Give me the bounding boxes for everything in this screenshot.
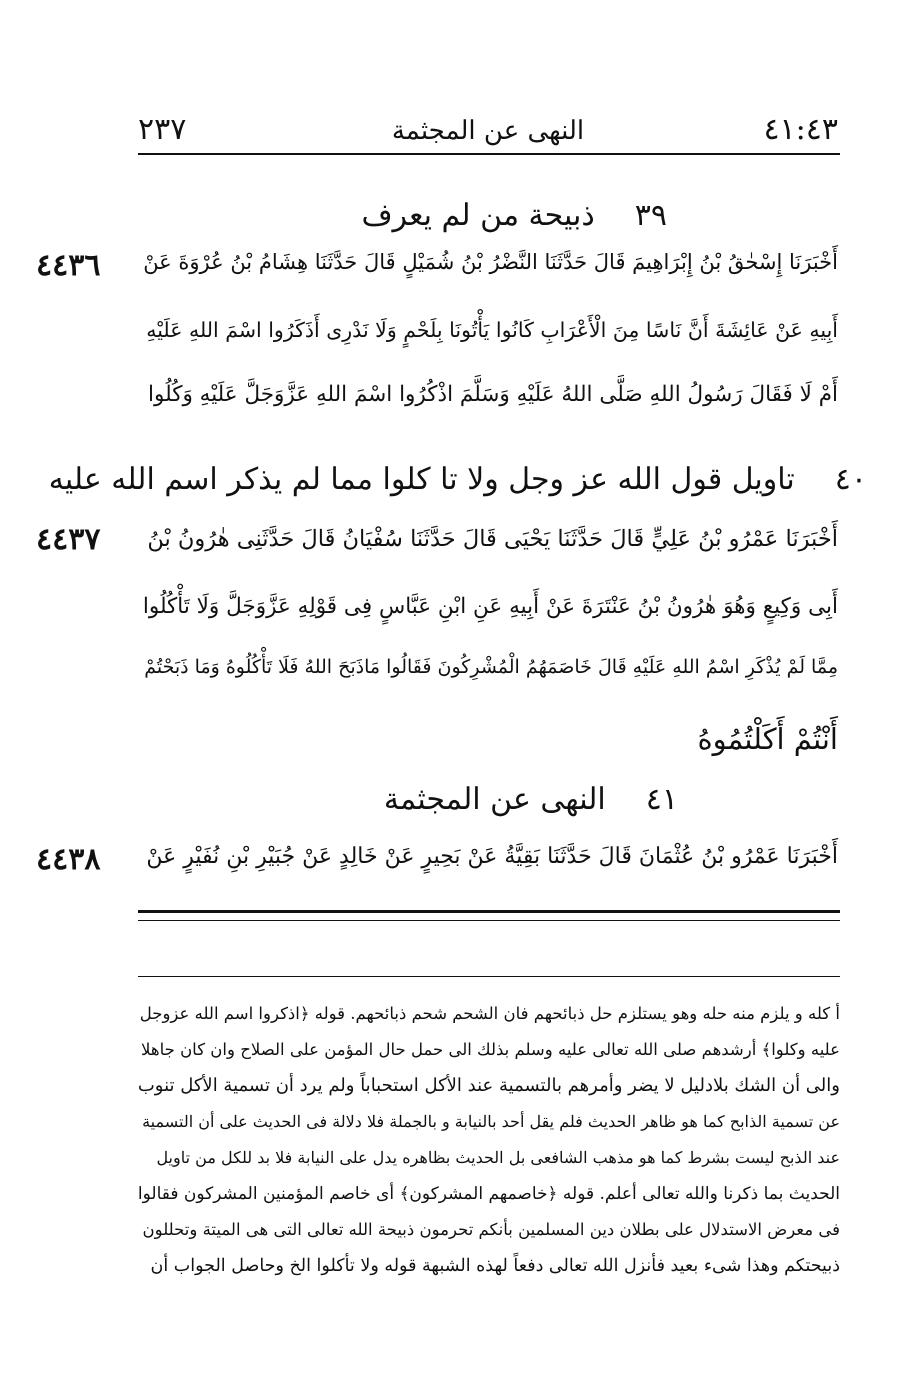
- hadith-text-line: أَخْبَرَنَا عَمْرُو بْنُ عَلِيٍّ قَالَ حَدَّثَنَا يَحْيَى قَالَ حَدَّثَنَا سُفْيَانُ قَالَ حَدَّثَنِى هٰرُونُ بْنُ: [147, 526, 838, 552]
- footnote-line: ذبيحتكم وهذا شىء بعيد فأنزل الله تعالى دفعاً لهذه الشبهة قوله ولا تأكلوا الخ وحاصل الجواب أن: [150, 1256, 840, 1276]
- footnote-line: عليه وكلوا﴾ أرشدهم صلى الله تعالى عليه وسلم بذلك الى حمل حال المؤمن على الصلاح وان كان جاهلا: [141, 1040, 840, 1059]
- hadith-text-line: أَبِى وَكِيعٍ وَهُوَ هٰرُونُ بْنُ عَنْتَرَةَ عَنْ أَبِيهِ عَنِ ابْنِ عَبَّاسٍ فِى قَوْلِهِ عَزَّوَجَلَّ وَلَا تَأْكُلُوا: [142, 594, 838, 619]
- chapter-heading: [384, 782, 678, 817]
- footnote-rule: [138, 976, 840, 977]
- footnote-line: فى معرض الاستدلال على بطلان دين المسلمين بأنكم تحرمون ذبيحة الله تعالى التى هى الميتة وتحللون: [142, 1220, 840, 1239]
- footnote-line: الحديث بما ذكرنا والله تعالى أعلم. قوله ﴿خاصمهم المشركون﴾ أى خاصم المؤمنين المشركون فقالوا: [137, 1184, 840, 1204]
- hadith-number: ٤٤٣٦: [36, 248, 101, 283]
- chapter-heading: [49, 462, 867, 497]
- page-number: ٢٣٧: [138, 112, 187, 147]
- chapter-title: النهى عن المجثمة: [383, 782, 606, 817]
- section-reference: ٤١:٤٣: [763, 112, 838, 147]
- chapter-heading: [361, 198, 667, 233]
- footnote-line: عن تسمية الذابح كما هو ظاهر الحديث فلم يقل أحد بالنيابة و بالجملة فلا دلالة فى الحديث على أن التسمية: [142, 1112, 840, 1131]
- hadith-text-line: مِمَّا لَمْ يُذْكَرِ اسْمُ اللهِ عَلَيْهِ قَالَ خَاصَمَهُمُ الْمُشْرِكُونَ فَقَالُوا مَاذَبَحَ اللهُ فَلَا تَأْكُلُوهُ وَمَا ذَبَحْتُمْ: [144, 656, 838, 678]
- hadith-number: ٤٤٣٨: [36, 842, 101, 877]
- hadith-text-line: أَخْبَرَنَا عَمْرُو بْنُ عُثْمَانَ قَالَ حَدَّثَنَا بَقِيَّةُ عَنْ بَحِيرٍ عَنْ خَالِدٍ عَنْ جُبَيْرِ بْنِ نُفَيْرٍ عَنْ: [146, 844, 838, 869]
- chapter-title: تاويل قول الله عز وجل ولا تا كلوا مما لم يذكر اسم الله عليه: [48, 462, 795, 497]
- hadith-text-line: أَمْ لَا فَقَالَ رَسُولُ اللهِ صَلَّى اللهُ عَلَيْهِ وَسَلَّمَ اذْكُرُوا اسْمَ اللهِ عَزَّوَجَلَّ عَلَيْهِ وَكُلُوا: [148, 382, 838, 407]
- text-end-rule: [138, 910, 840, 913]
- header-rule: [138, 153, 840, 155]
- running-header: [138, 112, 838, 154]
- hadith-text-line: أَنْتُمْ أَكَلْتُمُوهُ: [697, 722, 838, 756]
- hadith-text-line: أَبِيهِ عَنْ عَائِشَةَ أَنَّ نَاسًا مِنَ الْأَعْرَابِ كَانُوا يَأْتُونَا بِلَحْمٍ وَلَا نَدْرِى أَذَكَرُوا اسْمَ اللهِ عَلَيْهِ: [146, 318, 838, 342]
- hadith-text-line: أَخْبَرَنَا إِسْحٰقُ بْنُ إِبْرَاهِيمَ قَالَ حَدَّثَنَا النَّضْرُ بْنُ شُمَيْلٍ قَالَ حَدَّثَنَا هِشَامُ بْنُ عُرْوَةَ عَنْ: [143, 250, 838, 274]
- chapter-number: ٤١: [645, 782, 678, 817]
- running-title: النهى عن المجثمة: [391, 116, 585, 146]
- text-end-rule: [138, 920, 840, 921]
- footnote-line: والى أن الشك بلادليل لا يضر وأمرهم بالتسمية عند الأكل استحباباً ولم يرد أن تسمية الأكل تنوب: [137, 1075, 840, 1096]
- hadith-number: ٤٤٣٧: [36, 522, 101, 557]
- chapter-number: ٤٠: [834, 462, 867, 497]
- footnote-line: أ كله و يلزم منه حله وهو يستلزم حل ذبائحهم فان الشحم شحم ذبائحهم. قوله ﴿اذكروا اسم الله عزوجل: [139, 1004, 840, 1023]
- chapter-title: ذبيحة من لم يعرف: [361, 198, 595, 233]
- chapter-number: ٣٩: [634, 198, 667, 233]
- footnote-line: عند الذبح ليست بشرط كما هو مذهب الشافعى بل الحديث بظاهره يدل على النيابة فلا بد للكل من تاويل: [156, 1148, 840, 1167]
